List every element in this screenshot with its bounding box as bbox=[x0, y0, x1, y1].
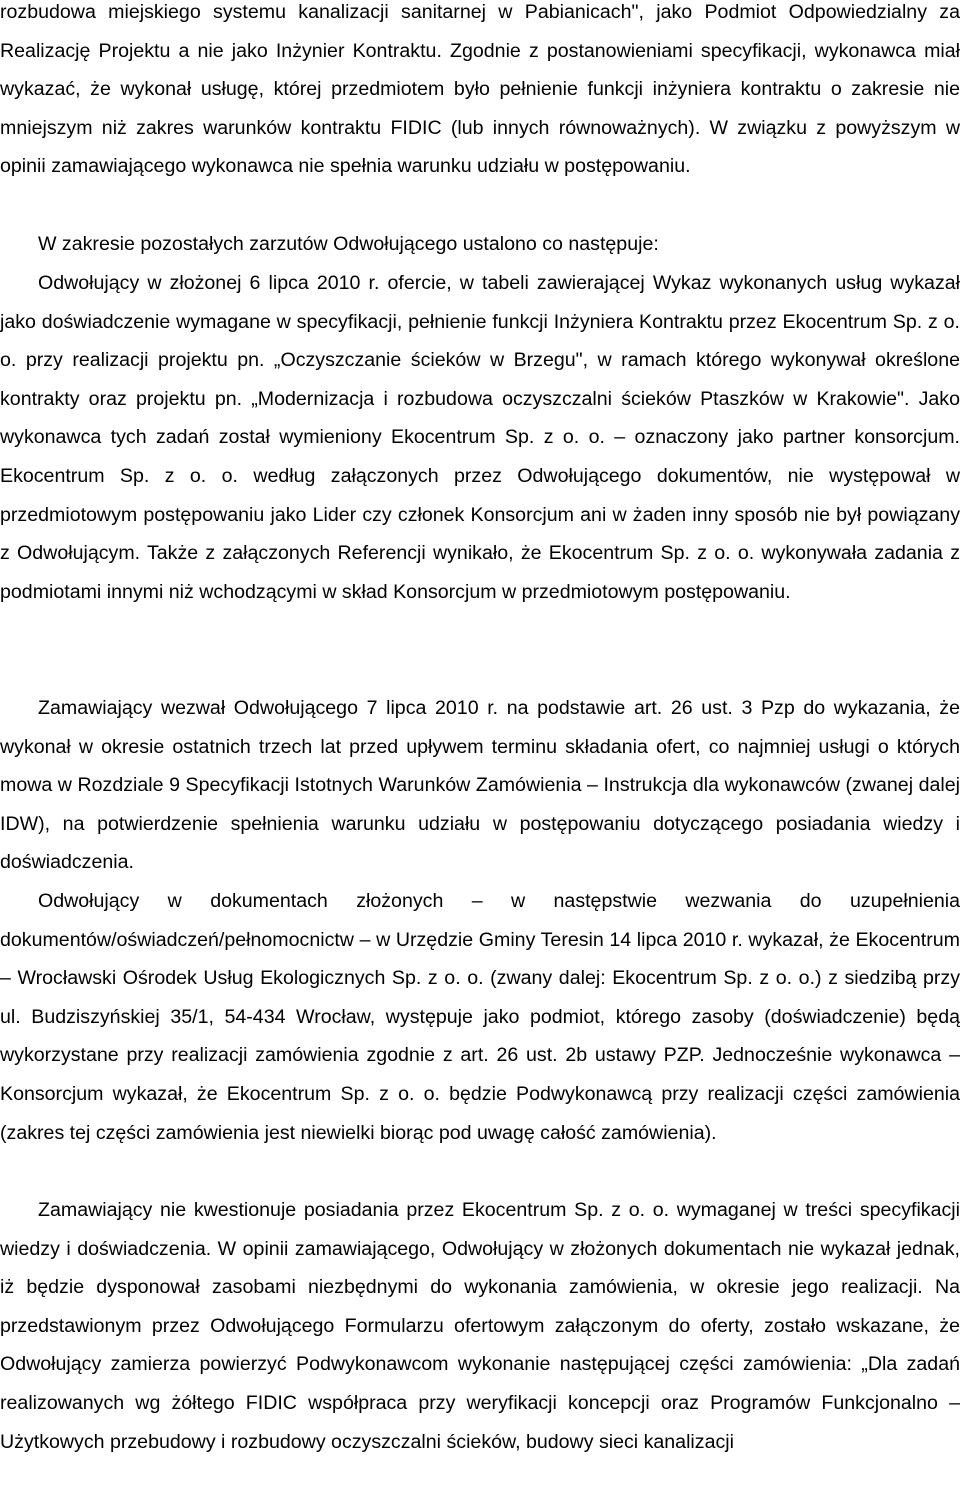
paragraph: Odwołujący w złożonej 6 lipca 2010 r. ofercie, w tabeli zawierającej Wykaz wykonanych usług wykazał jako doświadczenie wymagane w specyfikacji, pełnienie funkcji Inżyniera Kontraktu przez Ekocentrum Sp. z o. o. przy realizacji projektu pn. „Oczyszczanie ścieków w Brzegu", w ramach którego wykonywał określone kontrakty oraz projektu pn. „Modernizacja i rozbudowa oczyszczalni ścieków Ptaszków w Krakowie". Jako wykonawca tych zadań został wymieniony Ekocentrum Sp. z o. o. – oznaczony jako partner konsorcjum. Ekocentrum Sp. z o. o. według załączonych przez Odwołującego dokumentów, nie występował w przedmiotowym postępowaniu jako Lider czy członek Konsorcjum ani w żaden inny sposób nie był powiązany z Odwołującym. Także z załączonych Referencji wynikało, że Ekocentrum Sp. z o. o. wykonywała zadania z podmiotami innymi niż wchodzącymi w skład Konsorcjum w przedmiotowym postępowaniu. bbox=[0, 272, 960, 603]
paragraph: W zakresie pozostałych zarzutów Odwołującego ustalono co następuje: bbox=[38, 233, 659, 255]
paragraph: Zamawiający wezwał Odwołującego 7 lipca 2010 r. na podstawie art. 26 ust. 3 Pzp do wykazania, że wykonał w okresie ostatnich trzech lat przed upływem terminu składania ofert, co najmniej usługi o których mowa w Rozdziale 9 Specyfikacji Istotnych Warunków Zamówienia – Instrukcja dla wykonawców (zwanej dalej IDW), na potwierdzenie spełnienia warunku udziału w postępowaniu dotyczącego posiadania wiedzy i doświadczenia. bbox=[0, 697, 960, 874]
paragraph: Odwołujący w dokumentach złożonych – w następstwie wezwania do uzupełnienia dokumentów/oświadczeń/pełnomocnictw – w Urzędzie Gminy Teresin 14 lipca 2010 r. wykazał, że Ekocentrum – Wrocławski Ośrodek Usług Ekologicznych Sp. z o. o. (zwany dalej: Ekocentrum Sp. z o. o.) z siedzibą przy ul. Budziszyńskiej 35/1, 54-434 Wrocław, występuje jako podmiot, którego zasoby (doświadczenie) będą wykorzystane przy realizacji zamówienia zgodnie z art. 26 ust. 2b ustawy PZP. Jednocześnie wykonawca – Konsorcjum wykazał, że Ekocentrum Sp. z o. o. będzie Podwykonawcą przy realizacji części zamówienia (zakres tej części zamówienia jest niewielki biorąc pod uwagę całość zamówienia). bbox=[0, 890, 960, 1144]
paragraph-continuation: rozbudowa miejskiego systemu kanalizacji sanitarnej w Pabianicach", jako Podmiot Odpowiedzialny za Realizację Projektu a nie jako Inżynier Kontraktu. Zgodnie z postanowieniami specyfikacji, wykonawca miał wykazać, że wykonał usługę, której przedmiotem było pełnienie funkcji inżyniera kontraktu o zakresie nie mniejszym niż zakres warunków kontraktu FIDIC (lub innych równoważnych). W związku z powyższym w opinii zamawiającego wykonawca nie spełnia warunku udziału w postępowaniu. bbox=[0, 1, 960, 178]
paragraph: Zamawiający nie kwestionuje posiadania przez Ekocentrum Sp. z o. o. wymaganej w treści specyfikacji wiedzy i doświadczenia. W opinii zamawiającego, Odwołujący w złożonych dokumentach nie wykazał jednak, iż będzie dysponował zasobami niezbędnymi do wykonania zamówienia, w okresie jego realizacji. Na przedstawionym przez Odwołującego Formularzu ofertowym załączonym do oferty, zostało wskazane, że Odwołujący zamierza powierzyć Podwykonawcom wykonanie następującej części zamówienia: „Dla zadań realizowanych wg żółtego FIDIC współpraca przy weryfikacji koncepcji oraz Programów Funkcjonalno – Użytkowych przebudowy i rozbudowy oczyszczalni ścieków, budowy sieci kanalizacji bbox=[0, 1199, 960, 1453]
